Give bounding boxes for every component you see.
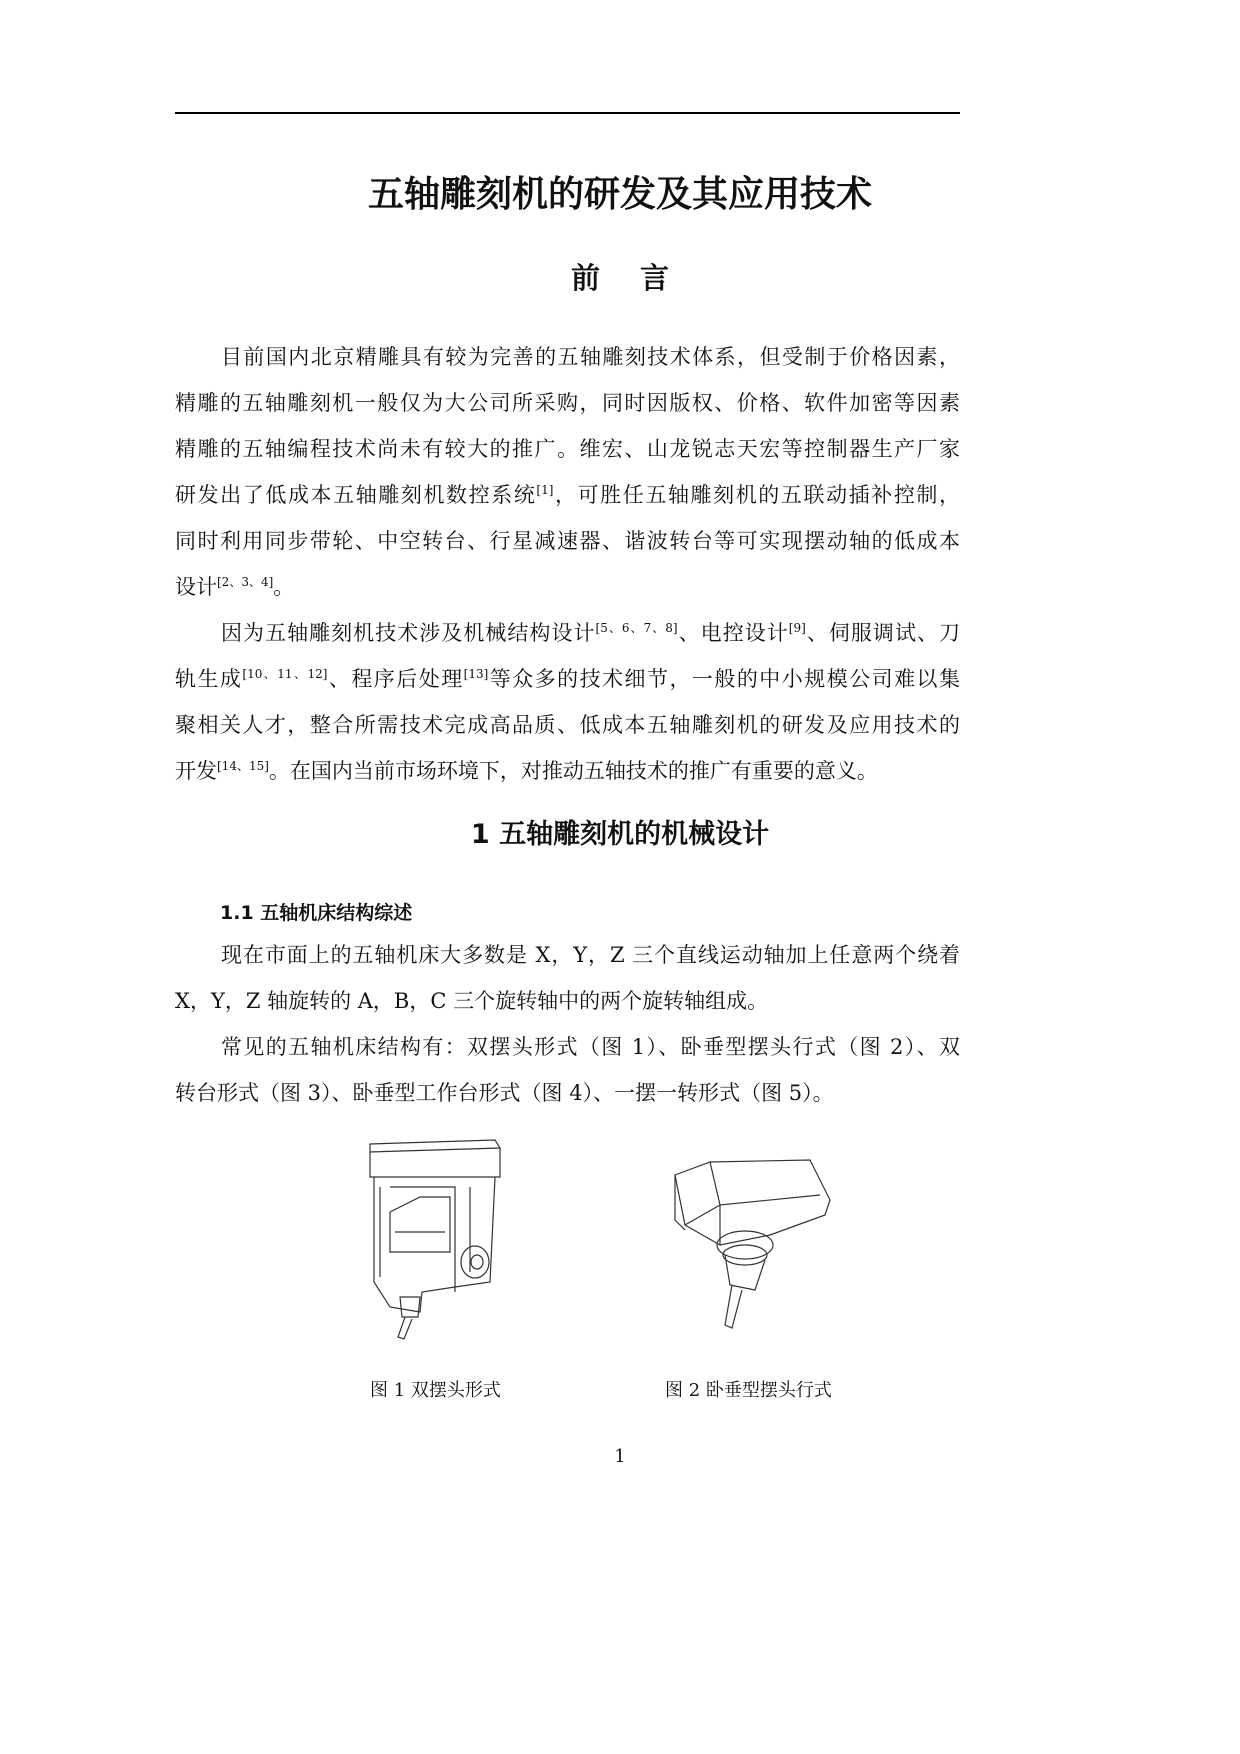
citation-ref: [1] xyxy=(536,483,554,497)
text-run: 因为五轴雕刻机技术涉及机械结构设计 xyxy=(221,621,596,645)
document-title: 五轴雕刻机的研发及其应用技术 xyxy=(367,174,872,215)
figure-1-double-swing-head-drawing xyxy=(360,1132,520,1352)
paragraph-line xyxy=(175,618,960,648)
figure-2-horizontal-vertical-swing-head-drawing xyxy=(660,1150,840,1350)
citation-ref: [10、11、12] xyxy=(242,667,328,681)
text-run: 、程序后处理 xyxy=(327,667,464,691)
text-run: 同时利用同步带轮、中空转台、行星减速器、谐波转台等可实现摆动轴的低成本 xyxy=(175,529,960,553)
paragraph-line xyxy=(175,342,960,372)
paragraph-line xyxy=(175,1078,960,1108)
header-rule xyxy=(175,112,960,114)
text-run: 。 xyxy=(273,575,295,599)
text-run: 精雕的五轴雕刻机一般仅为大公司所采购，同时因版权、价格、软件加密等因素 xyxy=(175,391,960,415)
citation-ref: [9] xyxy=(788,621,806,635)
paragraph-line xyxy=(175,388,960,418)
paragraph-line xyxy=(175,526,960,556)
text-run: 现在市面上的五轴机床大多数是 X，Y，Z 三个直线运动轴加上任意两个绕着 xyxy=(221,943,960,967)
paragraph-line xyxy=(175,940,960,970)
subsection-heading: 1.1 五轴机床结构综述 xyxy=(220,902,413,924)
citation-ref: [5、6、7、8] xyxy=(595,621,678,635)
text-run: 聚相关人才，整合所需技术完成高品质、低成本五轴雕刻机的研发及应用技术的 xyxy=(175,713,960,737)
page-number: 1 xyxy=(614,1446,626,1467)
text-run: 、电控设计 xyxy=(677,621,789,645)
text-run: 等众多的技术细节，一般的中小规模公司难以集 xyxy=(488,667,960,691)
paragraph-line xyxy=(175,434,960,464)
text-run: 设计 xyxy=(175,575,217,599)
text-run: 转台形式（图 3）、卧垂型工作台形式（图 4）、一摆一转形式（图 5）。 xyxy=(175,1081,834,1105)
text-run: 轨生成 xyxy=(175,667,243,691)
text-run: 常见的五轴机床结构有：双摆头形式（图 1）、卧垂型摆头行式（图 2）、双 xyxy=(221,1035,960,1059)
text-run: 精雕的五轴编程技术尚未有较大的推广。维宏、山龙锐志天宏等控制器生产厂家 xyxy=(175,437,960,461)
text-run: 目前国内北京精雕具有较为完善的五轴雕刻技术体系，但受制于价格因素， xyxy=(221,345,960,369)
paragraph-line xyxy=(175,572,960,602)
citation-ref: [13] xyxy=(463,667,489,681)
text-run: 开发 xyxy=(175,759,217,783)
citation-ref: [2、3、4] xyxy=(217,575,274,589)
section-heading: 1 五轴雕刻机的机械设计 xyxy=(470,819,770,850)
figure-2-caption: 图 2 卧垂型摆头行式 xyxy=(665,1380,832,1401)
text-run: 研发出了低成本五轴雕刻机数控系统 xyxy=(175,483,537,507)
paragraph-line xyxy=(175,710,960,740)
text-run: 、伺服调试、刀 xyxy=(805,621,961,645)
paragraph-line xyxy=(175,664,960,694)
text-run: X，Y，Z 轴旋转的 A，B，C 三个旋转轴中的两个旋转轴组成。 xyxy=(175,989,769,1013)
paragraph-line xyxy=(175,986,960,1016)
figure-1-caption: 图 1 双摆头形式 xyxy=(370,1380,501,1401)
paragraph-line xyxy=(175,756,960,786)
paragraph-line xyxy=(175,1032,960,1062)
text-run: ，可胜任五轴雕刻机的五联动插补控制， xyxy=(553,483,961,507)
preface-heading: 前言 xyxy=(570,261,709,295)
citation-ref: [14、15] xyxy=(217,759,269,773)
paragraph-line xyxy=(175,480,960,510)
text-run: 。在国内当前市场环境下，对推动五轴技术的推广有重要的意义。 xyxy=(268,759,878,783)
